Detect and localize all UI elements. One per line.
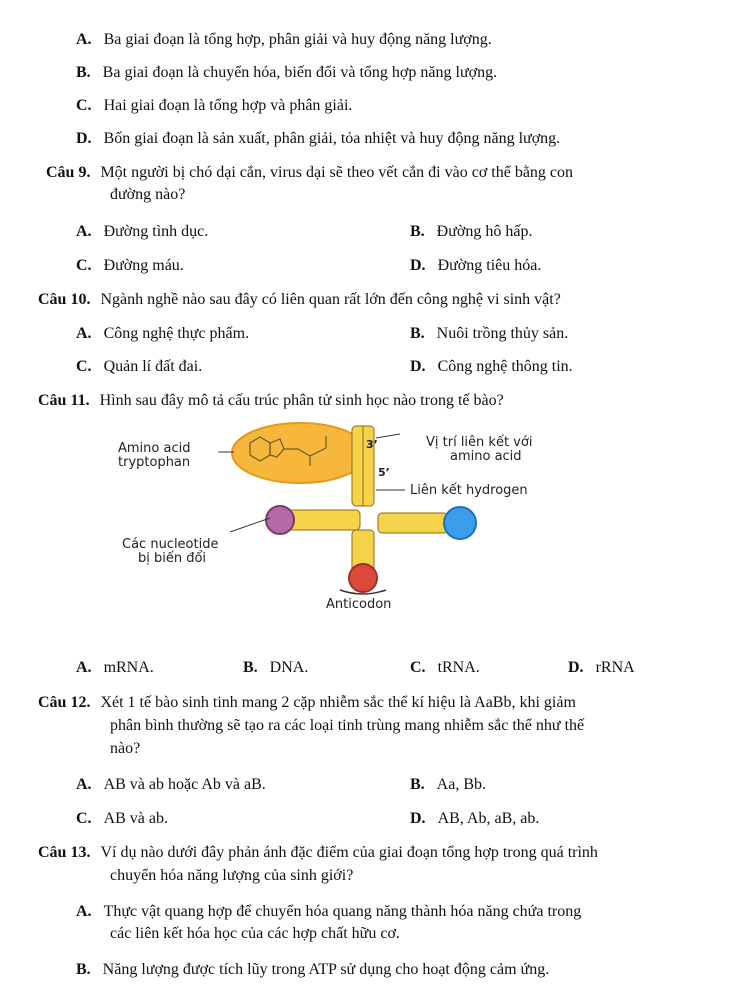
option-key: C. xyxy=(76,358,92,375)
option-text: tRNA. xyxy=(437,659,480,676)
option-text: Năng lượng được tích lũy trong ATP sử dụng cho hoạt động cảm ứng. xyxy=(102,961,550,978)
q12-stem-line3: nào? xyxy=(110,740,141,757)
anticodon-loop xyxy=(349,564,377,592)
option-key: D. xyxy=(410,257,426,274)
modified-pointer xyxy=(230,518,270,532)
question-text: Xét 1 tế bào sinh tinh mang 2 cặp nhiễm sắc thể kí hiệu là AaBb, khi giảm xyxy=(100,694,576,711)
question-label: Câu 12. xyxy=(38,694,91,711)
q12-stem xyxy=(38,693,576,713)
label-amino-acid: Amino acid xyxy=(118,441,191,456)
option-key: B. xyxy=(410,325,425,342)
option-text: Công nghệ thực phẩm. xyxy=(103,325,250,342)
q11-option-b xyxy=(243,658,308,678)
q12-option-c xyxy=(76,809,168,829)
q13-option-a xyxy=(76,902,581,922)
q13-option-b xyxy=(76,960,549,980)
option-text: AB, Ab, aB, ab. xyxy=(437,810,540,827)
option-key: D. xyxy=(410,810,426,827)
q13-option-a-line2: các liên kết hóa học của các hợp chất hữu cơ. xyxy=(110,925,400,942)
q11-stem xyxy=(38,391,504,411)
label-site-line2: amino acid xyxy=(450,449,522,464)
q10-option-c xyxy=(76,357,202,377)
option-key: A. xyxy=(76,223,92,240)
question-label: Câu 13. xyxy=(38,844,91,861)
label-anticodon: Anticodon xyxy=(326,597,392,612)
trna-figure xyxy=(100,418,600,618)
label-hydrogen-bond: Liên kết hydrogen xyxy=(410,483,528,498)
option-key: C. xyxy=(76,810,92,827)
q10-option-b xyxy=(410,324,568,344)
t-loop xyxy=(444,507,476,539)
option-text: Quản lí đất đai. xyxy=(103,358,203,375)
option-key: A. xyxy=(76,325,92,342)
label-modified-line1: Các nucleotide xyxy=(122,537,219,552)
q11-option-a xyxy=(76,658,154,678)
option-text: mRNA. xyxy=(103,659,154,676)
option-text: Ba giai đoạn là chuyển hóa, biến đổi và tổng hợp năng lượng. xyxy=(102,64,498,81)
option-text: Ba giai đoạn là tổng hợp, phân giải và huy động năng lượng. xyxy=(103,31,492,48)
question-label: Câu 11. xyxy=(38,392,90,409)
question-text: Ví dụ nào dưới đây phản ánh đặc điểm của giai đoạn tổng hợp trong quá trình xyxy=(100,844,598,861)
question-label: Câu 10. xyxy=(38,291,91,308)
q9-stem xyxy=(46,163,573,183)
q12-option-b xyxy=(410,775,486,795)
option-key: C. xyxy=(76,97,92,114)
option-text: DNA. xyxy=(269,659,309,676)
option-text: Công nghệ thông tin. xyxy=(437,358,573,375)
q8-option-d xyxy=(76,129,560,149)
question-text: Hình sau đây mô tả cấu trúc phân tử sinh học nào trong tế bào? xyxy=(99,392,504,409)
q8-option-a xyxy=(76,30,492,50)
option-key: D. xyxy=(410,358,426,375)
q9-stem-line2: đường nào? xyxy=(110,186,186,203)
option-key: A. xyxy=(76,31,92,48)
option-key: C. xyxy=(76,257,92,274)
option-key: B. xyxy=(410,776,425,793)
label-modified-line2: bị biến đổi xyxy=(138,551,207,566)
q11-option-c xyxy=(410,658,480,678)
option-text: rRNA xyxy=(595,659,635,676)
q10-stem xyxy=(38,290,561,310)
d-loop xyxy=(266,506,294,534)
option-text: AB và ab. xyxy=(103,810,168,827)
q11-option-d xyxy=(568,658,635,678)
q9-option-b xyxy=(410,222,532,242)
option-key: B. xyxy=(76,64,91,81)
label-tryptophan: tryptophan xyxy=(118,455,191,470)
option-key: B. xyxy=(76,961,91,978)
q13-stem xyxy=(38,843,598,863)
q10-option-a xyxy=(76,324,249,344)
option-text: Đường tiêu hóa. xyxy=(437,257,542,274)
option-text: Hai giai đoạn là tổng hợp và phân giải. xyxy=(103,97,353,114)
option-key: A. xyxy=(76,903,92,920)
option-text: Aa, Bb. xyxy=(436,776,486,793)
label-site-line1: Vị trí liên kết với xyxy=(426,435,533,450)
q9-option-c xyxy=(76,256,184,276)
option-text: Đường máu. xyxy=(103,257,184,274)
option-text: Thực vật quang hợp để chuyển hóa quang năng thành hóa năng chứa trong xyxy=(103,903,582,920)
option-text: AB và ab hoặc Ab và aB. xyxy=(103,776,266,793)
site-pointer xyxy=(376,434,400,438)
q13-stem-line2: chuyển hóa năng lượng của sinh giới? xyxy=(110,867,354,884)
option-key: B. xyxy=(410,223,425,240)
q8-option-c xyxy=(76,96,352,116)
d-arm xyxy=(285,510,360,530)
option-key: D. xyxy=(76,130,92,147)
question-text: Một người bị chó dại cắn, virus dại sẽ theo vết cắn đi vào cơ thể bằng con xyxy=(100,164,574,181)
q12-option-a xyxy=(76,775,266,795)
option-key: A. xyxy=(76,659,92,676)
option-text: Đường tình dục. xyxy=(103,223,209,240)
option-key: C. xyxy=(410,659,426,676)
label-3-prime: 3’ xyxy=(366,438,378,451)
q12-stem-line2: phân bình thường sẽ tạo ra các loại tinh trùng mang nhiễm sắc thể như thế xyxy=(110,717,585,734)
q9-option-d xyxy=(410,256,541,276)
q8-option-b xyxy=(76,63,497,83)
option-key: B. xyxy=(243,659,258,676)
q10-option-d xyxy=(410,357,573,377)
q12-option-d xyxy=(410,809,539,829)
label-5-prime: 5’ xyxy=(378,466,390,479)
t-arm xyxy=(378,513,448,533)
option-text: Nuôi trồng thủy sản. xyxy=(436,325,569,342)
option-key: A. xyxy=(76,776,92,793)
question-text: Ngành nghề nào sau đây có liên quan rất lớn đến công nghệ vi sinh vật? xyxy=(100,291,561,308)
q9-option-a xyxy=(76,222,208,242)
option-key: D. xyxy=(568,659,584,676)
option-text: Đường hô hấp. xyxy=(436,223,533,240)
option-text: Bốn giai đoạn là sản xuất, phân giải, tỏa nhiệt và huy động năng lượng. xyxy=(103,130,561,147)
question-label: Câu 9. xyxy=(46,164,91,181)
